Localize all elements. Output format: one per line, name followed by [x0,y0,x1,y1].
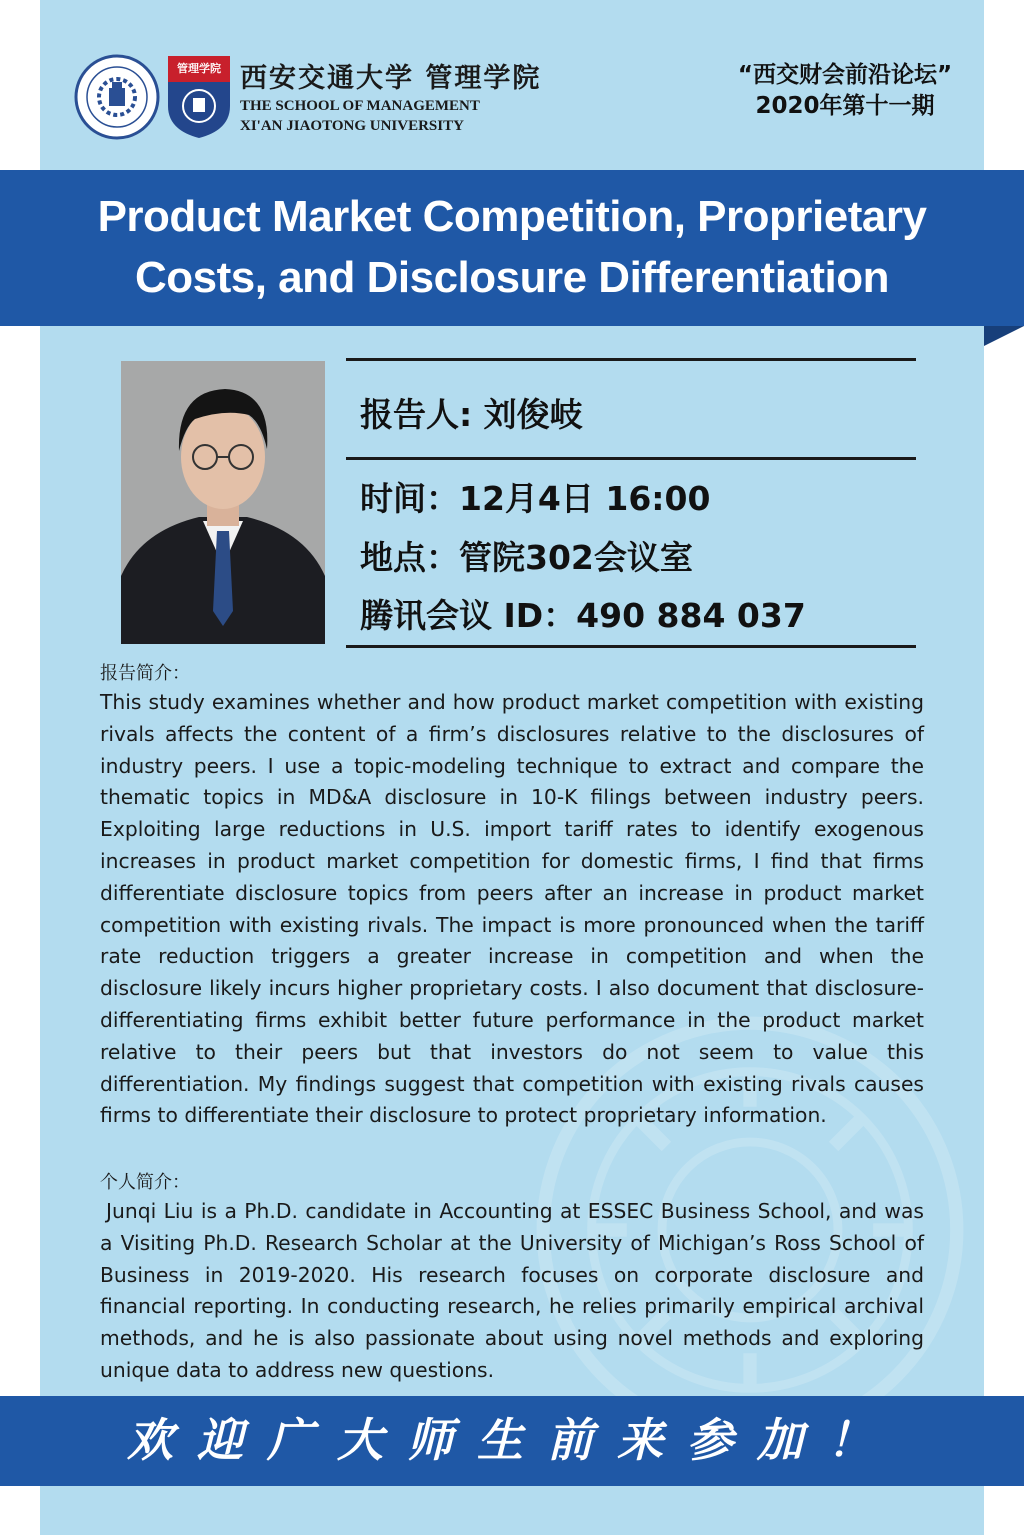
speaker-name: 报告人: 刘俊岐 [360,395,583,434]
forum-info [710,60,980,122]
forum-name: “西交财会前沿论坛” [737,62,953,88]
shield-label: 管理学院 [177,62,221,75]
divider-top [346,358,916,361]
bio-label: 个人简介： [100,1172,190,1193]
welcome-message: 欢迎广大师生前来参加！ [127,1413,897,1467]
meeting-id: 腾讯会议 ID：490 884 037 [360,596,806,635]
divider-bottom [346,645,916,648]
abstract-text: This study examines whether and how product market competition with existing rivals affects the content of a firm’s disclosures relative to the disclosures of industry peers. I use a topic-modeling technique to extract and compare the thematic topics in MD&A disclosure in 10-K filings between industry peers. Exploiting large reductions in U.S. import tariff rates to identify exogenous increases in product market competition for domestic firms, I find that firms differentiate disclosure topics from peers after an increase in product market competition with existing rivals. The impact is more pronounced when the tariff rate reduction triggers a greater increase in competition and when the disclosure likely incurs higher proprietary costs. I also document that disclosure-differentiating firms exhibit better future performance in the product market relative to their peers but that investors do not seem to value this differentiation. My findings suggest that competition with existing rivals causes firms to differentiate their disclosure to protect proprietary information. [100,690,924,1128]
university-name-english: XI'AN JIAOTONG UNIVERSITY [240,118,464,134]
band-fold [984,326,1024,346]
university-name-chinese: 西安交通大学 管理学院 [240,63,542,94]
speaker-portrait [121,361,325,644]
school-name-english: THE SCHOOL OF MANAGEMENT [240,98,480,114]
speaker-photo [121,361,325,644]
divider-middle [346,457,916,460]
talk-location: 地点：管院302会议室 [360,538,693,577]
talk-time: 时间：12月4日 16:00 [360,479,711,518]
talk-title-line-1: Product Market Competition, Proprietary [97,192,927,241]
abstract-label: 报告简介： [100,663,190,684]
header [70,48,970,148]
xjtu-seal-logo [74,54,160,140]
forum-issue: 2020年第十一期 [755,93,935,119]
bio-text: Junqi Liu is a Ph.D. candidate in Accounting at ESSEC Business School, and was a Visiting Ph.D. Research Scholar at the University of Michigan’s Ross School of Business in 2019-2020. His research focuses on corporate disclosure and financial reporting. In conducting research, he relies primarily empirical archival methods, and he is also passionate about using novel methods and exploring unique data to address new questions. [100,1199,924,1382]
talk-title [60,186,964,308]
talk-title-line-2: Costs, and Disclosure Differentiation [134,253,890,302]
